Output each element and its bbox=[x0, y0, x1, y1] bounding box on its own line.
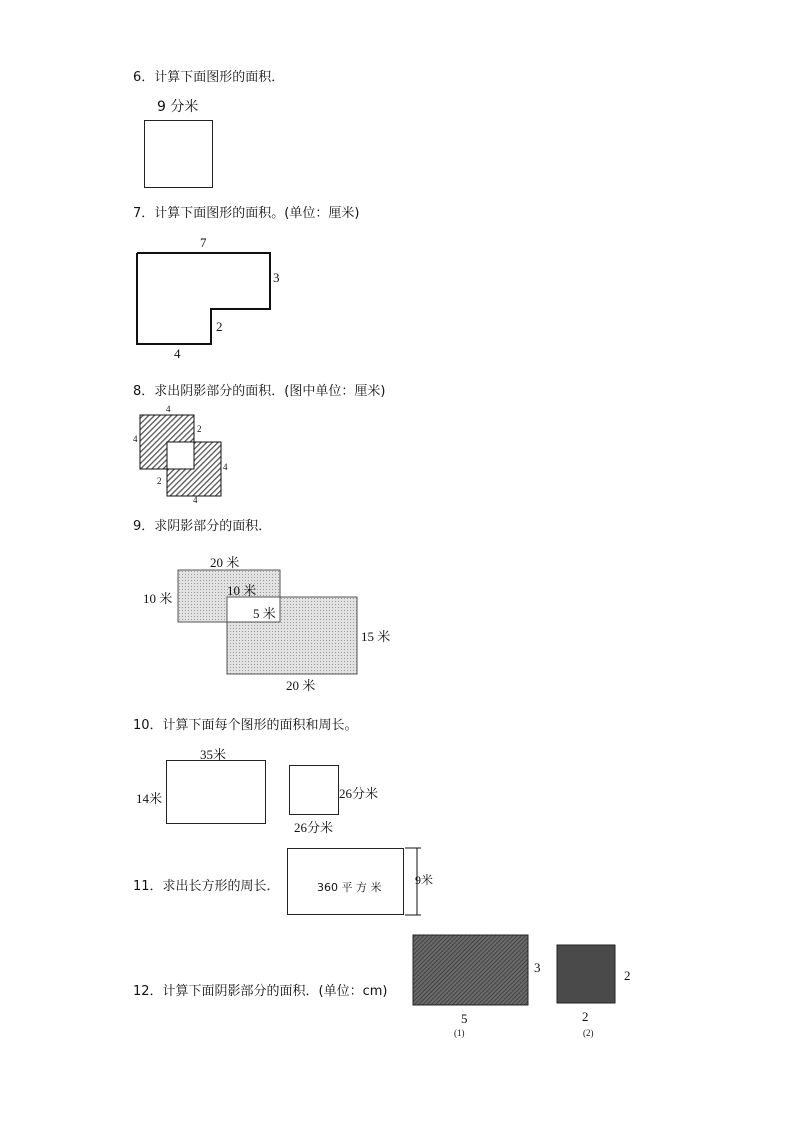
q10-square-bottom-label: 26分米 bbox=[294, 820, 334, 835]
q8-shaded-squares bbox=[130, 405, 230, 505]
q10-rectangle bbox=[166, 760, 266, 824]
question-6-prompt: 6．计算下面图形的面积． bbox=[133, 70, 285, 85]
q8-top-label: 4 bbox=[166, 404, 171, 414]
q8-bottom-label: 4 bbox=[193, 495, 198, 505]
q12-fig1-right-label: 3 bbox=[534, 960, 541, 975]
q12-fig1-caption: (1) bbox=[454, 1028, 465, 1038]
q7-bottom-label: 4 bbox=[174, 346, 181, 361]
q12-shaded-figures bbox=[410, 932, 650, 1012]
q9-overlap-height-label: 5 米 bbox=[253, 606, 276, 621]
question-7-prompt: 7．计算下面图形的面积。(单位：厘米) bbox=[133, 206, 360, 221]
q10-square bbox=[289, 765, 339, 815]
q8-left-label: 4 bbox=[133, 434, 138, 444]
q11-height-label: 9米 bbox=[415, 873, 434, 887]
q9-bottom-label: 20 米 bbox=[286, 678, 316, 693]
q9-overlap-rects bbox=[170, 565, 370, 685]
q11-area-label: 360 平 方 米 bbox=[317, 881, 382, 894]
q7-l-shape bbox=[130, 240, 290, 350]
q8-inner-left-label: 2 bbox=[157, 476, 162, 486]
q12-fig2-bottom-label: 2 bbox=[582, 1009, 589, 1024]
question-8-prompt: 8．求出阴影部分的面积．(图中单位：厘米) bbox=[133, 384, 386, 399]
q9-right-label: 15 米 bbox=[361, 629, 391, 644]
q10-rect-top-label: 35米 bbox=[200, 747, 227, 762]
q12-fig1-bottom-label: 5 bbox=[461, 1011, 468, 1026]
q6-square bbox=[144, 120, 213, 188]
q8-right-label: 4 bbox=[223, 462, 228, 472]
q12-fig2-caption: (2) bbox=[583, 1028, 594, 1038]
q7-top-label: 7 bbox=[200, 235, 207, 250]
question-10-prompt: 10．计算下面每个图形的面积和周长。 bbox=[133, 718, 358, 733]
q7-inner-label: 2 bbox=[216, 319, 223, 334]
q10-rect-left-label: 14米 bbox=[136, 791, 163, 806]
q9-top-label: 20 米 bbox=[210, 555, 240, 570]
q8-inner-right-label: 2 bbox=[197, 424, 202, 434]
question-12-prompt: 12．计算下面阴影部分的面积．(单位：cm) bbox=[133, 984, 388, 999]
q7-right-label: 3 bbox=[273, 270, 280, 285]
q9-overlap-width-label: 10 米 bbox=[227, 583, 257, 598]
question-9-prompt: 9．求阴影部分的面积． bbox=[133, 519, 272, 534]
q6-side-label: 9 分米 bbox=[157, 99, 199, 115]
q10-square-right-label: 26分米 bbox=[339, 786, 379, 801]
q12-fig2-right-label: 2 bbox=[624, 968, 631, 983]
q9-left-label: 10 米 bbox=[143, 591, 173, 606]
question-11-prompt: 11．求出长方形的周长． bbox=[133, 879, 280, 894]
